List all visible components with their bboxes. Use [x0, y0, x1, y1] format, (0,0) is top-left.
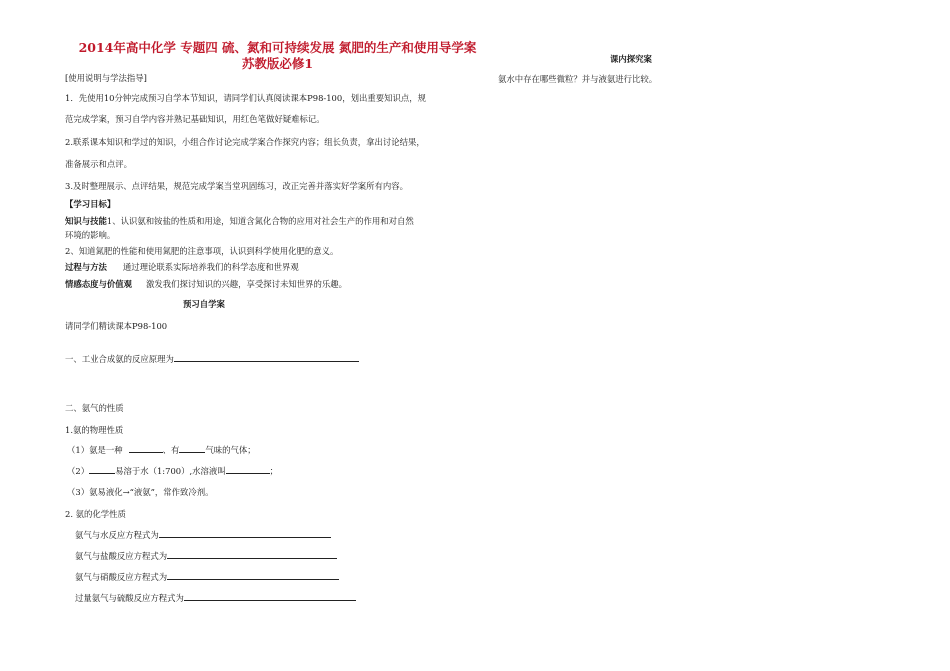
inquiry-heading: 课内探究案: [610, 54, 652, 65]
chem-item-label: 氨气与硝酸反应方程式为: [75, 572, 168, 582]
answer-blank[interactable]: [167, 571, 339, 580]
physical-item-1-text: 、有: [162, 445, 180, 455]
chem-item: [75, 592, 356, 604]
chem-item-label: 氨气与盐酸反应方程式为: [75, 551, 168, 561]
knowledge-label: 知识与技能: [65, 216, 107, 226]
chem-item-label: 氨气与水反应方程式为: [75, 530, 159, 540]
section-properties: 二、氨气的性质: [65, 403, 124, 413]
knowledge-text-3: 2、知道氮肥的性能和使用氮肥的注意事项，认识到科学使用化肥的意义。: [65, 246, 339, 256]
physical-item-1: [67, 444, 256, 456]
physical-item-2-text: 易溶于水（1:700）,水溶液叫: [115, 466, 226, 476]
usage-line: 3.及时整理展示、点评结果，规范完成学案当堂巩固练习，改正完善并落实好学案所有内容。: [65, 181, 408, 191]
physical-item-2-text: ；: [269, 466, 279, 476]
physical-item-2-text: （2）: [67, 466, 90, 476]
document-title: 2014年高中化学 专题四 硫、氮和可持续发展 氮肥的生产和使用导学案: [78, 40, 477, 55]
answer-blank[interactable]: [184, 592, 356, 601]
process-text: 通过理论联系实际培养我们的科学态度和世界观: [122, 262, 299, 272]
physical-item-2: [67, 465, 278, 477]
emotion-line: [65, 278, 347, 290]
answer-blank[interactable]: [179, 444, 205, 453]
usage-line: 范完成学案，预习自学内容并熟记基础知识，用红色笔做好疑难标记。: [65, 114, 325, 124]
chem-item: [75, 571, 339, 583]
objectives-heading: 【学习目标】: [65, 199, 116, 209]
usage-heading: [使用说明与学法指导]: [65, 73, 147, 83]
inquiry-question: 氨水中存在哪些微粒？并与液氨进行比较。: [498, 74, 658, 85]
section-synthesis-label: 一、工业合成氨的反应原理为: [65, 354, 174, 364]
knowledge-text-2: 环境的影响。: [65, 230, 116, 240]
document-subtitle: 苏教版必修1: [241, 56, 314, 71]
answer-blank[interactable]: [167, 550, 337, 559]
process-line: [65, 261, 299, 273]
answer-blank[interactable]: [129, 444, 163, 453]
process-label: 过程与方法: [65, 262, 107, 272]
answer-blank[interactable]: [89, 465, 115, 474]
answer-blank[interactable]: [174, 353, 359, 362]
chemical-heading: 2. 氨的化学性质: [65, 509, 126, 519]
emotion-text: 激发我们探讨知识的兴趣，享受探讨未知世界的乐趣。: [146, 279, 347, 289]
chem-item-label: 过量氨气与硫酸反应方程式为: [75, 593, 184, 603]
chem-item: [75, 550, 337, 562]
answer-blank[interactable]: [226, 465, 270, 474]
usage-line: 准备展示和点评。: [65, 159, 132, 169]
read-instruction: 请同学们精读课本P98-100: [65, 321, 168, 331]
knowledge-text: 1、认识氨和铵盐的性质和用途，知道含氮化合物的应用对社会生产的作用和对自然: [106, 216, 414, 226]
usage-line: 1．先使用10分钟完成预习自学本节知识，请同学们认真阅读课本P98-100，划出重要知识点，规: [65, 93, 426, 103]
physical-item-1-text: （1）氨是一种: [67, 445, 123, 455]
section-synthesis: [65, 353, 359, 365]
left-column: [65, 40, 490, 603]
chem-item: [75, 529, 331, 541]
emotion-label: 情感态度与价值观: [65, 279, 132, 289]
usage-line: 2.联系课本知识和学过的知识，小组合作讨论完成学案合作探究内容；组长负责，拿出讨论结果，: [65, 137, 425, 147]
knowledge-line: [65, 215, 414, 227]
physical-item-3: （3）氨易液化→“液氨”，常作致冷剂。: [67, 487, 214, 497]
preview-heading: 预习自学案: [183, 299, 225, 309]
physical-heading: 1.氨的物理性质: [65, 425, 124, 435]
physical-item-1-text: 气味的气体；: [205, 445, 256, 455]
answer-blank[interactable]: [159, 529, 331, 538]
